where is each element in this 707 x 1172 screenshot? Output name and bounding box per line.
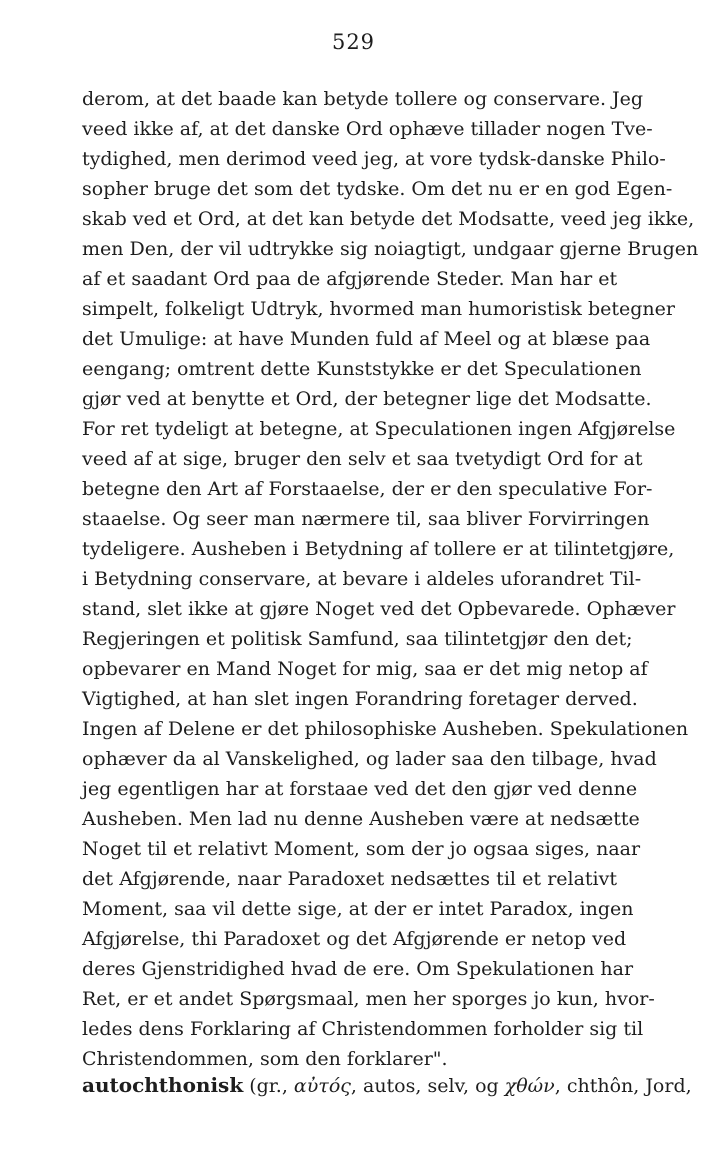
text-line: deres Gjenstridighed hvad de ere. Om Spekulationen har [82, 958, 634, 980]
text-line: stand, slet ikke at gjøre Noget ved det Opbevarede. Ophæver [82, 598, 676, 620]
text-line: Noget til et relativt Moment, som der jo ogsaa siges, naar [82, 838, 641, 860]
entry-text: , chthôn, Jord, [554, 1075, 692, 1097]
body-text [82, 84, 699, 1074]
text-line: betegne den Art af Forstaaelse, der er den speculative For- [82, 478, 653, 500]
text-line: eengang; omtrent dette Kunststykke er det Speculationen [82, 358, 642, 380]
text-line: skab ved et Ord, at det kan betyde det Modsatte, veed jeg ikke, [82, 208, 695, 230]
text-line: opbevarer en Mand Noget for mig, saa er det mig netop af [82, 658, 648, 680]
text-line: men Den, der vil udtrykke sig noiagtigt, undgaar gjerne Brugen [82, 238, 699, 260]
text-line: For ret tydeligt at betegne, at Speculationen ingen Afgjørelse [82, 418, 676, 440]
text-line: tydighed, men derimod veed jeg, at vore tydsk-danske Philo- [82, 148, 666, 170]
dictionary-entry [82, 1069, 692, 1101]
text-line: staaelse. Og seer man nærmere til, saa bliver Forvirringen [82, 508, 650, 530]
text-line: af et saadant Ord paa de afgjørende Steder. Man har et [82, 268, 618, 290]
text-line: Ret, er et andet Spørgsmaal, men her sporges jo kun, hvor- [82, 988, 655, 1010]
text-line: gjør ved at benytte et Ord, der betegner lige det Modsatte. [82, 388, 652, 410]
text-line: derom, at det baade kan betyde tollere og conservare. Jeg [82, 88, 644, 110]
entry-text: , autos, selv, og [350, 1075, 499, 1097]
text-line: Vigtighed, at han slet ingen Forandring foretager derved. [82, 688, 638, 710]
text-line: tydeligere. Ausheben i Betydning af tollere er at tilintetgjøre, [82, 538, 675, 560]
text-line: Afgjørelse, thi Paradoxet og det Afgjørende er netop ved [82, 928, 627, 950]
text-line: det Umulige: at have Munden fuld af Meel og at blæse paa [82, 328, 651, 350]
text-line: sopher bruge det som det tydske. Om det nu er en god Egen- [82, 178, 673, 200]
entry-headword: autochthonisk [82, 1073, 244, 1097]
text-line: simpelt, folkeligt Udtryk, hvormed man humoristisk betegner [82, 298, 675, 320]
entry-text: (gr., [249, 1075, 288, 1097]
entry-greek-word: χθών [504, 1075, 555, 1097]
text-line: Moment, saa vil dette sige, at der er intet Paradox, ingen [82, 898, 634, 920]
page-number: 529 [331, 30, 376, 54]
text-line: veed ikke af, at det danske Ord ophæve tillader nogen Tve- [82, 118, 653, 140]
text-line: ledes dens Forklaring af Christendommen forholder sig til [82, 1018, 644, 1040]
text-line: Christendommen, som den forklarer". [82, 1048, 448, 1070]
text-line: Ausheben. Men lad nu denne Ausheben være at nedsætte [82, 808, 640, 830]
text-line: det Afgjørende, naar Paradoxet nedsættes til et relativt [82, 868, 617, 890]
text-line: veed af at sige, bruger den selv et saa tvetydigt Ord for at [82, 448, 643, 470]
text-line: Ingen af Delene er det philosophiske Ausheben. Spekulationen [82, 718, 689, 740]
text-line: ophæver da al Vanskelighed, og lader saa den tilbage, hvad [82, 748, 657, 770]
text-line: jeg egentligen har at forstaae ved det den gjør ved denne [82, 778, 638, 800]
entry-greek-word: αὐτός [293, 1075, 351, 1097]
text-line: Regjeringen et politisk Samfund, saa tilintetgjør den det; [82, 628, 633, 650]
text-line: i Betydning conservare, at bevare i aldeles uforandret Til- [82, 568, 642, 590]
